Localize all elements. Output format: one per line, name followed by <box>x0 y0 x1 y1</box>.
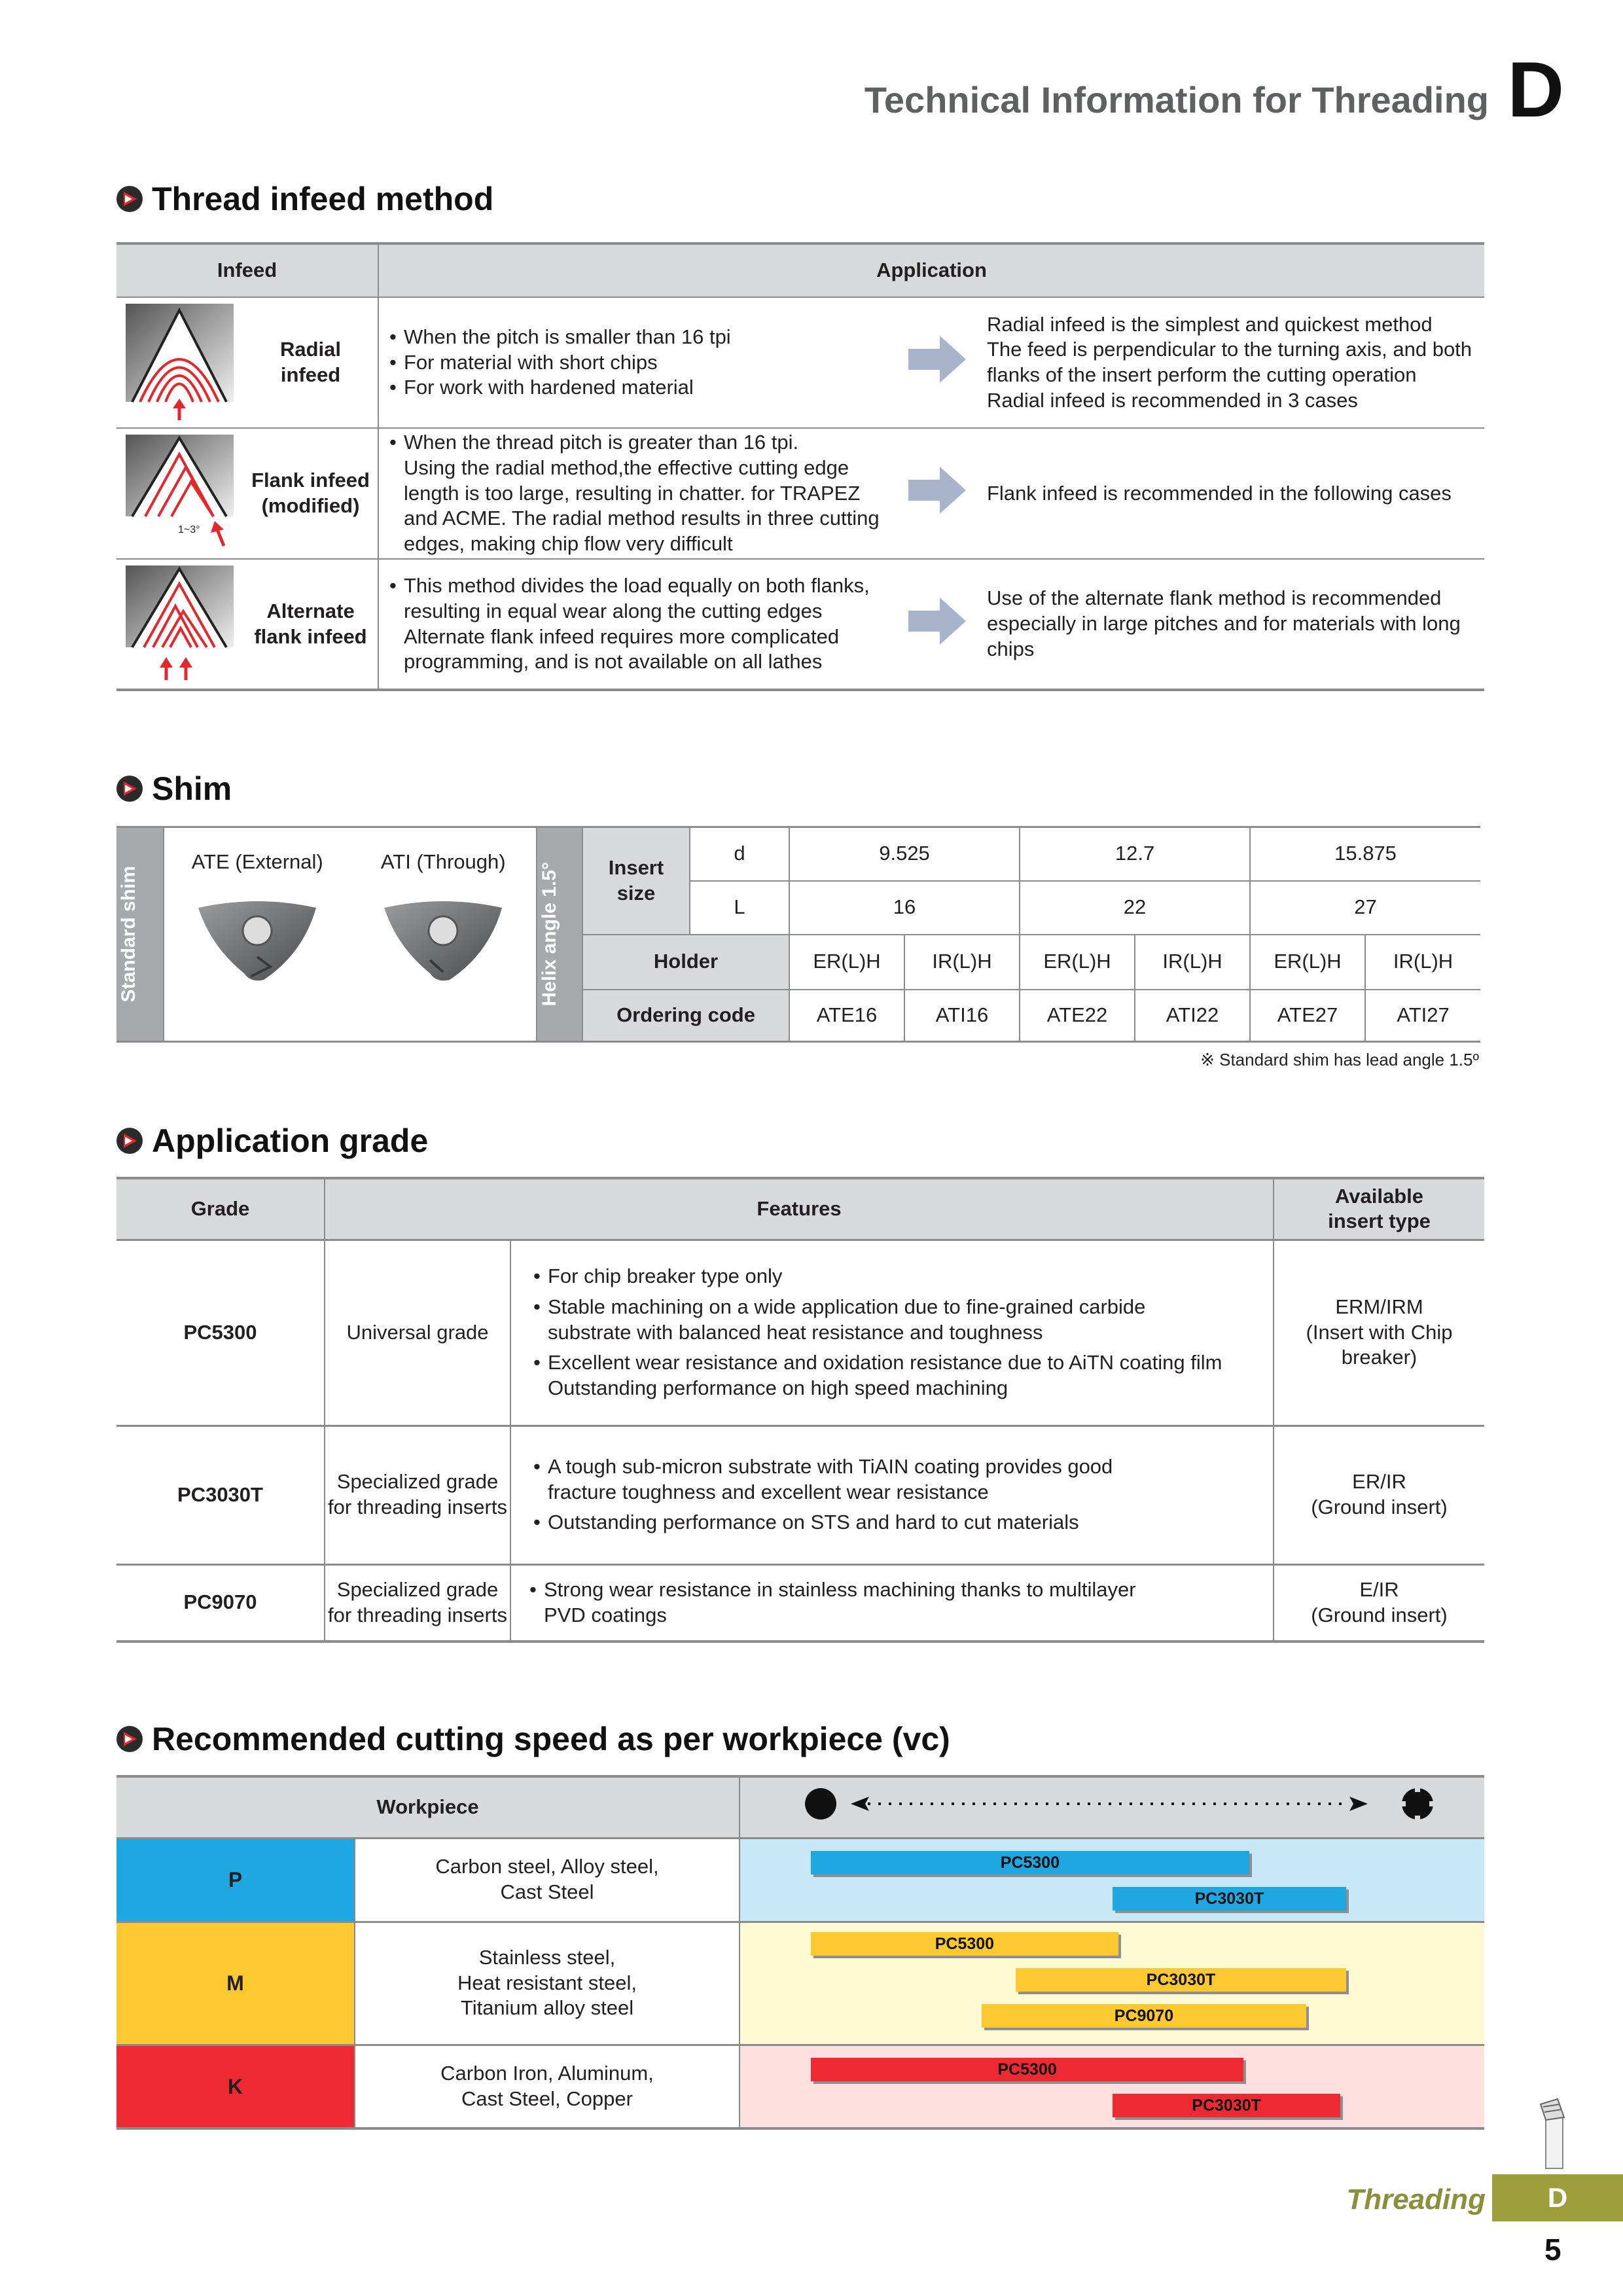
speed-bar-pc9070: PC9070 <box>982 2004 1306 2028</box>
section-title-shim <box>116 770 232 808</box>
standard-shim-label-cell <box>116 827 164 1042</box>
feature-item: • Excellent wear resistance and oxidation resistance due to AiTN coating film Outstanding performance on high speed machining <box>526 1350 1273 1401</box>
result-radial: Radial infeed is the simplest and quickest method The feed is perpendicular to the turning axis, and both flanks of the insert perform the cutting operation Radial infeed is recommended in 3 cases <box>987 297 1484 428</box>
right-arrow-icon <box>908 464 967 516</box>
d-value: 9.525 <box>789 827 1020 881</box>
grade-features <box>510 1240 1274 1426</box>
helix-angle-label: Helix angle 1.5° <box>539 862 560 1007</box>
condition-item: • For material with short chips <box>384 350 889 376</box>
footer-section-tab: D <box>1492 2174 1623 2221</box>
section-title-infeed <box>116 180 493 218</box>
d-value: 15.875 <box>1250 827 1480 881</box>
l-value: 16 <box>789 881 1020 935</box>
infeed-cell-radial <box>116 297 378 428</box>
grade-name: PC5300 <box>116 1240 325 1426</box>
material-name: Stainless steel, Heat resistant steel, Titanium alloy steel <box>355 1922 740 2045</box>
shim-type-label: ATI (Through) <box>380 850 506 874</box>
workpiece-header: Workpiece <box>116 1776 740 1838</box>
speed-bars <box>740 1838 1484 1922</box>
speed-bar-pc5300: PC5300 <box>811 1932 1118 1956</box>
shim-type-label: ATE (External) <box>191 850 323 874</box>
shim-note: ※ Standard shim has lead angle 1.5º <box>1200 1050 1479 1069</box>
grade-insert-type: ER/IR (Ground insert) <box>1274 1426 1484 1564</box>
infeed-cell-alternate <box>116 559 378 690</box>
feature-item: • Outstanding performance on STS and hard to cut materials <box>526 1510 1273 1535</box>
speed-bar-pc3030t: PC3030T <box>1113 1887 1346 1910</box>
shim-table <box>116 826 1480 1043</box>
condition-item: • When the pitch is smaller than 16 tpi <box>384 325 889 350</box>
insert-size-label: Insert size <box>582 827 690 935</box>
section-title-speed <box>116 1720 950 1758</box>
material-name: Carbon Iron, Aluminum, Cast Steel, Copper <box>355 2045 740 2128</box>
grade-type: Specialized grade for threading inserts <box>325 1426 510 1564</box>
ordering-code: ATI16 <box>904 990 1020 1042</box>
grade-name: PC9070 <box>116 1564 325 1641</box>
result-alternate: Use of the alternate flank method is recommended especially in large pitches and for materials with long chips <box>987 559 1484 690</box>
l-label: L <box>690 881 789 935</box>
shim-images-cell <box>164 827 537 1042</box>
speed-bars <box>740 2045 1484 2128</box>
section-title-grade <box>116 1122 428 1160</box>
flank-infeed-diagram-icon <box>126 435 243 552</box>
speed-bar-pc5300: PC5300 <box>811 1851 1249 1874</box>
condition-item: • When the thread pitch is greater than 16 tpi. Using the radial method,the effective cutting edge length is too large, resulting in chatter. for TRAPEZ and ACME. The radial method results in three cutting edges, making chip flow very difficult <box>384 430 889 557</box>
section-bullet-icon <box>116 186 143 212</box>
section-bullet-icon <box>116 1128 143 1154</box>
l-value: 27 <box>1250 881 1480 935</box>
holder-value: IR(L)H <box>904 935 1020 990</box>
shim-type-ati <box>378 850 508 993</box>
speed-bars <box>740 1922 1484 2045</box>
section-bullet-icon <box>116 1726 143 1752</box>
d-label: d <box>690 827 789 881</box>
speed-direction-icon <box>753 1781 1472 1827</box>
d-value: 12.7 <box>1020 827 1250 881</box>
grade-insert-type: ERM/IRM (Insert with Chip breaker) <box>1274 1240 1484 1426</box>
feature-item: • Stable machining on a wide application due to fine-grained carbide substrate with balanced heat resistance and toughness <box>526 1295 1273 1346</box>
holder-value: IR(L)H <box>1365 935 1480 990</box>
condition-item: • For work with hardened material <box>384 375 889 401</box>
arrow-cell <box>889 428 987 559</box>
holder-value: ER(L)H <box>789 935 904 990</box>
section-title-text: Recommended cutting speed as per workpiece (vc) <box>152 1721 950 1757</box>
ordering-code: ATI27 <box>1365 990 1480 1042</box>
conditions-flank <box>378 428 889 559</box>
grade-type: Specialized grade for threading inserts <box>325 1564 510 1641</box>
ordering-code-label: Ordering code <box>582 990 789 1042</box>
holder-value: ER(L)H <box>1250 935 1365 990</box>
infeed-header: Infeed <box>116 243 378 297</box>
l-value: 22 <box>1020 881 1250 935</box>
standard-shim-label: Standard shim <box>118 866 139 1003</box>
speed-bar-pc5300: PC5300 <box>811 2058 1243 2081</box>
grade-table <box>116 1177 1484 1643</box>
application-header: Application <box>378 243 1484 297</box>
ordering-code: ATE16 <box>789 990 904 1042</box>
arrow-cell <box>889 297 987 428</box>
speed-table <box>116 1775 1484 2130</box>
helix-label-cell <box>537 827 582 1042</box>
grade-features <box>510 1426 1274 1564</box>
grade-type: Universal grade <box>325 1240 510 1426</box>
ordering-code: ATE22 <box>1020 990 1135 1042</box>
feature-item: • Strong wear resistance in stainless machining thanks to multilayer PVD coatings <box>522 1577 1273 1628</box>
infeed-name-radial: Radial infeed <box>279 338 342 386</box>
section-bullet-icon <box>116 776 143 802</box>
grade-insert-type: E/IR (Ground insert) <box>1274 1564 1484 1641</box>
grade-name: PC3030T <box>116 1426 325 1564</box>
right-arrow-icon <box>908 333 967 386</box>
page-title: Technical Information for Threading <box>864 79 1489 120</box>
feature-item: • A tough sub-micron substrate with TiAIN coating provides good fracture toughness and excellent wear resistance <box>526 1454 1273 1505</box>
footer-label: Threading <box>1346 2183 1486 2215</box>
holder-value: IR(L)H <box>1135 935 1250 990</box>
section-letter: D <box>1507 46 1564 134</box>
ati-shim-image-icon <box>378 895 508 986</box>
material-code: K <box>116 2045 355 2128</box>
section-title-text: Thread infeed method <box>152 181 494 217</box>
material-code: P <box>116 1838 355 1922</box>
feature-item: • For chip breaker type only <box>526 1264 1273 1289</box>
infeed-name-alternate: Alternate flank infeed <box>254 599 367 648</box>
section-title-text: Shim <box>152 770 232 807</box>
speed-bar-pc3030t: PC3030T <box>1016 1968 1346 1992</box>
infeed-cell-flank <box>116 428 378 559</box>
speed-bar-pc3030t: PC3030T <box>1113 2094 1340 2117</box>
shim-type-ate <box>192 850 323 993</box>
alternate-infeed-diagram-icon <box>126 565 243 683</box>
condition-item: • This method divides the load equally on both flanks, resulting in equal wear along the cutting edges Alternate flank infeed requires more complicated programming, and is not available on all lathes <box>384 573 889 675</box>
ordering-code: ATI22 <box>1135 990 1250 1042</box>
grade-header: Grade <box>116 1178 325 1240</box>
right-arrow-icon <box>908 595 967 647</box>
conditions-alternate <box>378 559 889 690</box>
ate-shim-image-icon <box>192 895 323 986</box>
infeed-name-flank: Flank infeed (modified) <box>251 469 370 517</box>
material-code: M <box>116 1922 355 2045</box>
page-number: 5 <box>1544 2233 1561 2267</box>
material-name: Carbon steel, Alloy steel, Cast Steel <box>355 1838 740 1922</box>
speed-scale-header <box>740 1776 1484 1838</box>
infeed-table <box>116 242 1484 691</box>
radial-infeed-diagram-icon <box>126 304 243 422</box>
grade-features <box>510 1564 1274 1641</box>
available-header: Available insert type <box>1274 1178 1484 1240</box>
conditions-radial <box>378 297 889 428</box>
features-header: Features <box>325 1178 1274 1240</box>
section-title-text: Application grade <box>152 1122 429 1159</box>
arrow-cell <box>889 559 987 690</box>
threading-tool-icon <box>1531 2098 1577 2170</box>
holder-label: Holder <box>582 935 789 990</box>
holder-value: ER(L)H <box>1020 935 1135 990</box>
result-flank: Flank infeed is recommended in the following cases <box>987 428 1484 559</box>
ordering-code: ATE27 <box>1250 990 1365 1042</box>
flank-angle-label: 1~3° <box>178 524 200 535</box>
